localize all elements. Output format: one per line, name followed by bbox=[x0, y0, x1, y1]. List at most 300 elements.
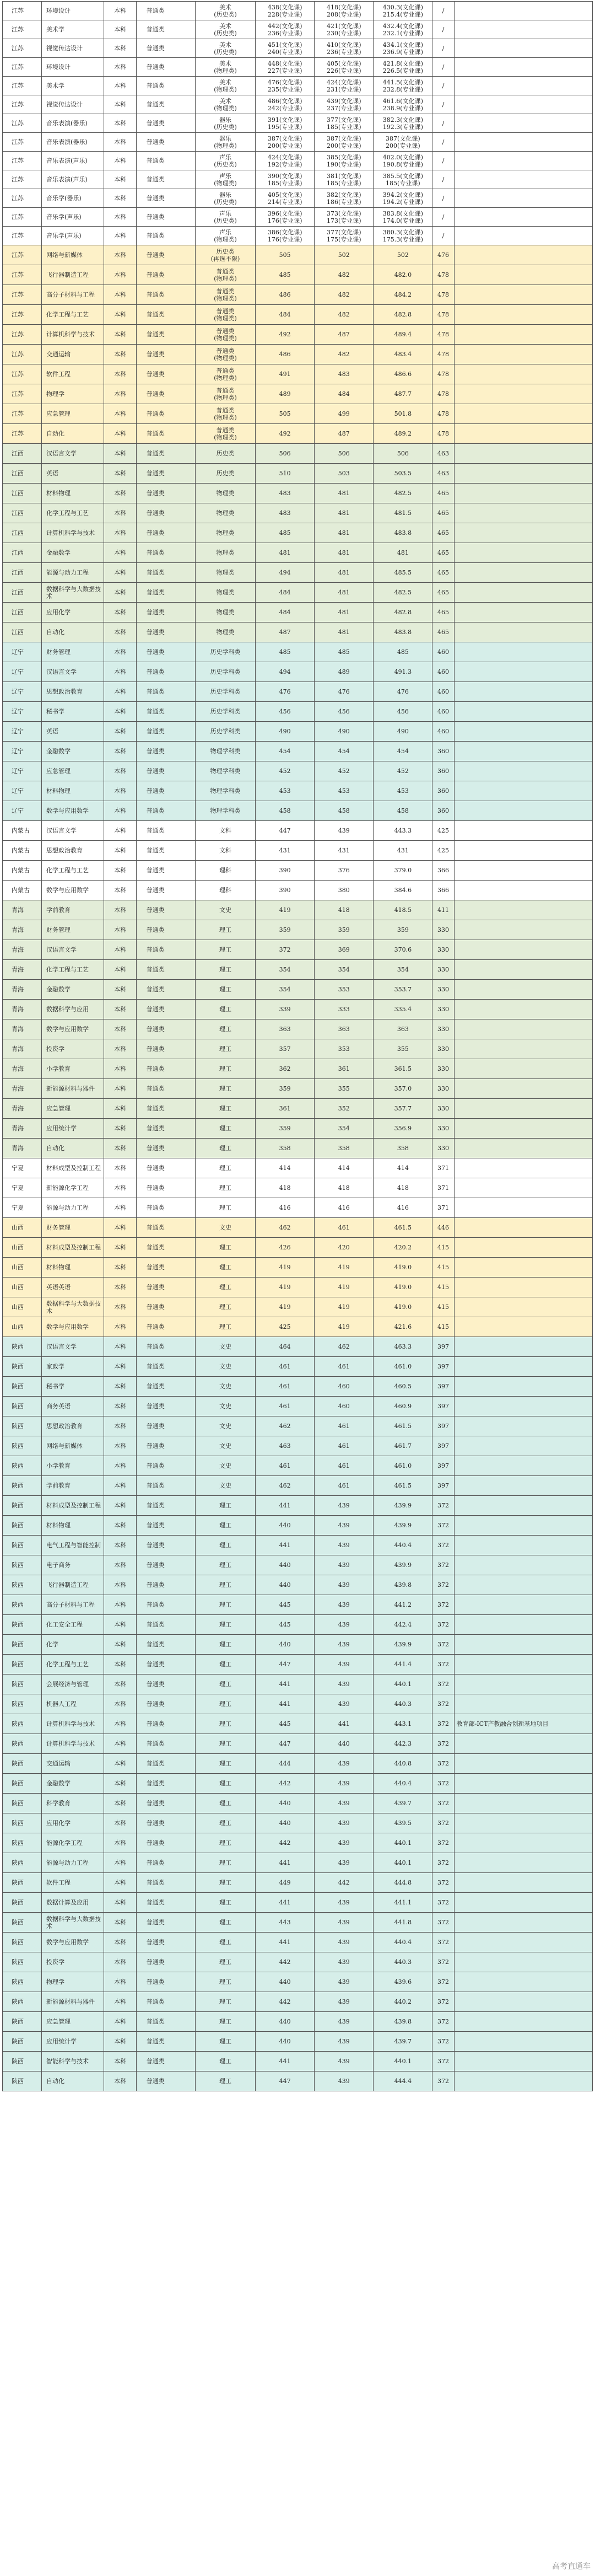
max-score-cell: 441 bbox=[256, 1675, 315, 1694]
level-cell: 本科 bbox=[104, 1139, 136, 1158]
level-cell: 本科 bbox=[104, 404, 136, 424]
control-line-cell: 371 bbox=[432, 1158, 454, 1178]
avg-score-cell: 441.4 bbox=[374, 1655, 432, 1675]
province-cell: 江西 bbox=[3, 603, 42, 622]
remark-cell bbox=[454, 1039, 592, 1059]
min-score-cell: 439 bbox=[315, 1496, 374, 1516]
avg-score-cell: 460.5 bbox=[374, 1377, 432, 1397]
table-row bbox=[3, 2, 593, 20]
min-score-cell: 431 bbox=[315, 841, 374, 861]
category-cell: 普通类 bbox=[136, 1873, 195, 1893]
table-row bbox=[3, 364, 593, 384]
subject-type-cell: 理工 bbox=[195, 2032, 255, 2052]
level-cell: 本科 bbox=[104, 841, 136, 861]
control-line-cell: 372 bbox=[432, 1913, 454, 1933]
major-cell: 数学与应用数学 bbox=[42, 881, 104, 900]
subject-type-cell: 物理类 bbox=[195, 563, 255, 583]
major-cell: 视觉传达设计 bbox=[42, 95, 104, 114]
remark-cell bbox=[454, 1952, 592, 1972]
max-score-cell: 441 bbox=[256, 1496, 315, 1516]
min-score-cell: 481 bbox=[315, 563, 374, 583]
avg-score-cell: 442.3 bbox=[374, 1734, 432, 1754]
province-cell: 陕西 bbox=[3, 1734, 42, 1754]
major-cell: 数据科学与应用 bbox=[42, 1000, 104, 1019]
major-cell: 交通运输 bbox=[42, 345, 104, 364]
control-line-cell: 415 bbox=[432, 1258, 454, 1278]
province-cell: 青海 bbox=[3, 960, 42, 980]
max-score-cell: 442 bbox=[256, 1952, 315, 1972]
min-score-cell: 481 bbox=[315, 543, 374, 563]
max-score-cell: 441 bbox=[256, 1694, 315, 1714]
avg-score-cell: 461.7 bbox=[374, 1436, 432, 1456]
remark-cell bbox=[454, 1377, 592, 1397]
min-score-cell: 352 bbox=[315, 1099, 374, 1119]
level-cell: 本科 bbox=[104, 265, 136, 285]
max-score-cell: 431 bbox=[256, 841, 315, 861]
avg-score-cell: 439.8 bbox=[374, 2012, 432, 2032]
remark-cell bbox=[454, 1317, 592, 1337]
remark-cell bbox=[454, 1972, 592, 1992]
min-score-cell: 487 bbox=[315, 424, 374, 444]
table-row bbox=[3, 1655, 593, 1675]
max-score-cell: 481 bbox=[256, 543, 315, 563]
remark-cell bbox=[454, 1655, 592, 1675]
remark-cell bbox=[454, 208, 592, 227]
avg-score-cell: 463.3 bbox=[374, 1337, 432, 1357]
min-score-cell: 481 bbox=[315, 523, 374, 543]
province-cell: 辽宁 bbox=[3, 642, 42, 662]
table-row bbox=[3, 940, 593, 960]
remark-cell bbox=[454, 95, 592, 114]
max-score-cell: 461 bbox=[256, 1456, 315, 1476]
level-cell: 本科 bbox=[104, 208, 136, 227]
table-row bbox=[3, 1278, 593, 1297]
category-cell: 普通类 bbox=[136, 563, 195, 583]
major-cell: 化学工程与工艺 bbox=[42, 1655, 104, 1675]
max-score-cell: 505 bbox=[256, 404, 315, 424]
remark-cell bbox=[454, 39, 592, 58]
level-cell: 本科 bbox=[104, 1218, 136, 1238]
min-score-cell: 382(文化课) 186(专业课) bbox=[315, 189, 374, 208]
province-cell: 陕西 bbox=[3, 1913, 42, 1933]
subject-type-cell: 物理类 bbox=[195, 503, 255, 523]
table-row bbox=[3, 662, 593, 682]
major-cell: 自动化 bbox=[42, 2071, 104, 2091]
level-cell: 本科 bbox=[104, 1099, 136, 1119]
level-cell: 本科 bbox=[104, 285, 136, 305]
max-score-cell: 441 bbox=[256, 1853, 315, 1873]
table-row bbox=[3, 1992, 593, 2012]
category-cell: 普通类 bbox=[136, 1039, 195, 1059]
min-score-cell: 476 bbox=[315, 682, 374, 702]
province-cell: 青海 bbox=[3, 1119, 42, 1139]
major-cell: 音乐学(声乐) bbox=[42, 208, 104, 227]
avg-score-cell: 444.8 bbox=[374, 1873, 432, 1893]
level-cell: 本科 bbox=[104, 682, 136, 702]
category-cell: 普通类 bbox=[136, 305, 195, 325]
max-score-cell: 426 bbox=[256, 1238, 315, 1258]
province-cell: 青海 bbox=[3, 1019, 42, 1039]
avg-score-cell: 461.5 bbox=[374, 1476, 432, 1496]
level-cell: 本科 bbox=[104, 444, 136, 464]
table-row bbox=[3, 305, 593, 325]
subject-type-cell: 理工 bbox=[195, 1734, 255, 1754]
min-score-cell: 410(文化课) 236(专业课) bbox=[315, 39, 374, 58]
min-score-cell: 481 bbox=[315, 503, 374, 523]
level-cell: 本科 bbox=[104, 1913, 136, 1933]
level-cell: 本科 bbox=[104, 1555, 136, 1575]
avg-score-cell: 439.9 bbox=[374, 1516, 432, 1536]
level-cell: 本科 bbox=[104, 861, 136, 881]
min-score-cell: 461 bbox=[315, 1416, 374, 1436]
subject-type-cell: 物理类 bbox=[195, 583, 255, 603]
subject-type-cell: 文史 bbox=[195, 1218, 255, 1238]
province-cell: 江苏 bbox=[3, 20, 42, 39]
control-line-cell: 478 bbox=[432, 305, 454, 325]
min-score-cell: 424(文化课) 231(专业课) bbox=[315, 77, 374, 95]
remark-cell bbox=[454, 1019, 592, 1039]
subject-type-cell: 声乐 (物理类) bbox=[195, 227, 255, 245]
subject-type-cell: 物理学科类 bbox=[195, 761, 255, 781]
min-score-cell: 361 bbox=[315, 1059, 374, 1079]
province-cell: 陕西 bbox=[3, 1933, 42, 1952]
level-cell: 本科 bbox=[104, 1119, 136, 1139]
major-cell: 汉语言文学 bbox=[42, 662, 104, 682]
max-score-cell: 363 bbox=[256, 1019, 315, 1039]
province-cell: 辽宁 bbox=[3, 722, 42, 742]
max-score-cell: 462 bbox=[256, 1476, 315, 1496]
avg-score-cell: 439.9 bbox=[374, 1555, 432, 1575]
remark-cell bbox=[454, 1000, 592, 1019]
category-cell: 普通类 bbox=[136, 1278, 195, 1297]
category-cell: 普通类 bbox=[136, 1933, 195, 1952]
max-score-cell: 476 bbox=[256, 682, 315, 702]
category-cell: 普通类 bbox=[136, 543, 195, 563]
major-cell: 化学工程与工艺 bbox=[42, 960, 104, 980]
subject-type-cell: 理工 bbox=[195, 1258, 255, 1278]
avg-score-cell: 430.3(文化课) 215.4(专业课) bbox=[374, 2, 432, 20]
category-cell: 普通类 bbox=[136, 1595, 195, 1615]
max-score-cell: 396(文化课) 176(专业课) bbox=[256, 208, 315, 227]
subject-type-cell: 理工 bbox=[195, 920, 255, 940]
remark-cell bbox=[454, 227, 592, 245]
min-score-cell: 461 bbox=[315, 1456, 374, 1476]
remark-cell bbox=[454, 1555, 592, 1575]
table-row bbox=[3, 227, 593, 245]
min-score-cell: 461 bbox=[315, 1476, 374, 1496]
remark-cell bbox=[454, 1893, 592, 1913]
province-cell: 陕西 bbox=[3, 2012, 42, 2032]
major-cell: 能源与动力工程 bbox=[42, 1198, 104, 1218]
max-score-cell: 386(文化课) 176(专业课) bbox=[256, 227, 315, 245]
control-line-cell: / bbox=[432, 227, 454, 245]
province-cell: 江西 bbox=[3, 622, 42, 642]
min-score-cell: 363 bbox=[315, 1019, 374, 1039]
table-row bbox=[3, 583, 593, 603]
table-row bbox=[3, 1416, 593, 1436]
category-cell: 普通类 bbox=[136, 583, 195, 603]
control-line-cell: 415 bbox=[432, 1297, 454, 1317]
remark-cell bbox=[454, 364, 592, 384]
avg-score-cell: 414 bbox=[374, 1158, 432, 1178]
max-score-cell: 476(文化课) 235(专业课) bbox=[256, 77, 315, 95]
avg-score-cell: 358 bbox=[374, 1139, 432, 1158]
avg-score-cell: 483.4 bbox=[374, 345, 432, 364]
level-cell: 本科 bbox=[104, 980, 136, 1000]
avg-score-cell: 419.0 bbox=[374, 1258, 432, 1278]
category-cell: 普通类 bbox=[136, 722, 195, 742]
remark-cell bbox=[454, 523, 592, 543]
max-score-cell: 510 bbox=[256, 464, 315, 484]
max-score-cell: 448(文化课) 227(专业课) bbox=[256, 58, 315, 77]
control-line-cell: 465 bbox=[432, 622, 454, 642]
subject-type-cell: 物理类 bbox=[195, 622, 255, 642]
remark-cell bbox=[454, 1456, 592, 1476]
category-cell: 普通类 bbox=[136, 1297, 195, 1317]
remark-cell bbox=[454, 622, 592, 642]
table-row bbox=[3, 189, 593, 208]
major-cell: 金融数学 bbox=[42, 742, 104, 761]
subject-type-cell: 物理学科类 bbox=[195, 781, 255, 801]
max-score-cell: 486 bbox=[256, 285, 315, 305]
avg-score-cell: 441.1 bbox=[374, 1893, 432, 1913]
subject-type-cell: 器乐 (物理类) bbox=[195, 133, 255, 152]
max-score-cell: 441 bbox=[256, 1933, 315, 1952]
category-cell: 普通类 bbox=[136, 325, 195, 345]
province-cell: 江西 bbox=[3, 444, 42, 464]
max-score-cell: 414 bbox=[256, 1158, 315, 1178]
major-cell: 计算机科学与技术 bbox=[42, 1734, 104, 1754]
avg-score-cell: 382.3(文化课) 192.3(专业课) bbox=[374, 114, 432, 133]
control-line-cell: 465 bbox=[432, 523, 454, 543]
subject-type-cell: 理工 bbox=[195, 1774, 255, 1794]
remark-cell bbox=[454, 484, 592, 503]
level-cell: 本科 bbox=[104, 2071, 136, 2091]
table-row bbox=[3, 1794, 593, 1813]
category-cell: 普通类 bbox=[136, 1555, 195, 1575]
province-cell: 陕西 bbox=[3, 1853, 42, 1873]
category-cell: 普通类 bbox=[136, 662, 195, 682]
subject-type-cell: 物理类 bbox=[195, 543, 255, 563]
control-line-cell: 425 bbox=[432, 841, 454, 861]
remark-cell bbox=[454, 1258, 592, 1278]
control-line-cell: 478 bbox=[432, 265, 454, 285]
table-row bbox=[3, 1198, 593, 1218]
level-cell: 本科 bbox=[104, 1595, 136, 1615]
category-cell: 普通类 bbox=[136, 841, 195, 861]
max-score-cell: 390 bbox=[256, 881, 315, 900]
control-line-cell: 330 bbox=[432, 980, 454, 1000]
remark-cell bbox=[454, 1158, 592, 1178]
max-score-cell: 447 bbox=[256, 821, 315, 841]
max-score-cell: 492 bbox=[256, 325, 315, 345]
subject-type-cell: 历史学科类 bbox=[195, 722, 255, 742]
avg-score-cell: 461.0 bbox=[374, 1456, 432, 1476]
major-cell: 物理学 bbox=[42, 1972, 104, 1992]
control-line-cell: 330 bbox=[432, 940, 454, 960]
max-score-cell: 359 bbox=[256, 920, 315, 940]
category-cell: 普通类 bbox=[136, 1258, 195, 1278]
province-cell: 辽宁 bbox=[3, 742, 42, 761]
remark-cell bbox=[454, 1198, 592, 1218]
control-line-cell: 372 bbox=[432, 1714, 454, 1734]
province-cell: 山西 bbox=[3, 1218, 42, 1238]
province-cell: 辽宁 bbox=[3, 761, 42, 781]
remark-cell bbox=[454, 1615, 592, 1635]
avg-score-cell: 355 bbox=[374, 1039, 432, 1059]
table-row bbox=[3, 133, 593, 152]
control-line-cell: 397 bbox=[432, 1416, 454, 1436]
major-cell: 飞行器制造工程 bbox=[42, 1575, 104, 1595]
min-score-cell: 439 bbox=[315, 1933, 374, 1952]
subject-type-cell: 理工 bbox=[195, 1099, 255, 1119]
subject-type-cell: 理工 bbox=[195, 1615, 255, 1635]
max-score-cell: 487 bbox=[256, 622, 315, 642]
province-cell: 陕西 bbox=[3, 1833, 42, 1853]
category-cell: 普通类 bbox=[136, 781, 195, 801]
subject-type-cell: 文史 bbox=[195, 1377, 255, 1397]
level-cell: 本科 bbox=[104, 543, 136, 563]
control-line-cell: 372 bbox=[432, 1952, 454, 1972]
category-cell: 普通类 bbox=[136, 1952, 195, 1972]
table-row bbox=[3, 563, 593, 583]
table-row bbox=[3, 1893, 593, 1913]
category-cell: 普通类 bbox=[136, 1218, 195, 1238]
table-row bbox=[3, 1555, 593, 1575]
province-cell: 江苏 bbox=[3, 77, 42, 95]
province-cell: 江西 bbox=[3, 583, 42, 603]
category-cell: 普通类 bbox=[136, 1178, 195, 1198]
subject-type-cell: 历史学科类 bbox=[195, 642, 255, 662]
category-cell: 普通类 bbox=[136, 1416, 195, 1436]
subject-type-cell: 理工 bbox=[195, 1039, 255, 1059]
min-score-cell: 482 bbox=[315, 305, 374, 325]
avg-score-cell: 482.8 bbox=[374, 603, 432, 622]
avg-score-cell: 460.9 bbox=[374, 1397, 432, 1416]
major-cell: 科学教育 bbox=[42, 1794, 104, 1813]
table-row bbox=[3, 464, 593, 484]
category-cell: 普通类 bbox=[136, 1079, 195, 1099]
remark-cell bbox=[454, 1516, 592, 1536]
avg-score-cell: 476 bbox=[374, 682, 432, 702]
major-cell: 材料成型及控制工程 bbox=[42, 1496, 104, 1516]
max-score-cell: 440 bbox=[256, 1555, 315, 1575]
max-score-cell: 461 bbox=[256, 1357, 315, 1377]
min-score-cell: 482 bbox=[315, 285, 374, 305]
remark-cell bbox=[454, 563, 592, 583]
control-line-cell: / bbox=[432, 39, 454, 58]
major-cell: 自动化 bbox=[42, 424, 104, 444]
table-row bbox=[3, 1516, 593, 1536]
province-cell: 陕西 bbox=[3, 1436, 42, 1456]
table-row bbox=[3, 1575, 593, 1595]
subject-type-cell: 普通类 (物理类) bbox=[195, 305, 255, 325]
level-cell: 本科 bbox=[104, 1496, 136, 1516]
max-score-cell: 447 bbox=[256, 2071, 315, 2091]
remark-cell bbox=[454, 1079, 592, 1099]
subject-type-cell: 物理学科类 bbox=[195, 742, 255, 761]
major-cell: 材料成型及控制工程 bbox=[42, 1158, 104, 1178]
max-score-cell: 354 bbox=[256, 960, 315, 980]
table-row bbox=[3, 1178, 593, 1198]
category-cell: 普通类 bbox=[136, 1774, 195, 1794]
table-row bbox=[3, 2052, 593, 2071]
level-cell: 本科 bbox=[104, 152, 136, 170]
table-row bbox=[3, 801, 593, 821]
subject-type-cell: 理工 bbox=[195, 1714, 255, 1734]
avg-score-cell: 394.2(文化课) 194.2(专业课) bbox=[374, 189, 432, 208]
avg-score-cell: 440.3 bbox=[374, 1952, 432, 1972]
remark-cell bbox=[454, 1059, 592, 1079]
avg-score-cell: 458 bbox=[374, 801, 432, 821]
subject-type-cell: 理工 bbox=[195, 1278, 255, 1297]
min-score-cell: 453 bbox=[315, 781, 374, 801]
min-score-cell: 439 bbox=[315, 1575, 374, 1595]
province-cell: 辽宁 bbox=[3, 801, 42, 821]
level-cell: 本科 bbox=[104, 662, 136, 682]
control-line-cell: 360 bbox=[432, 801, 454, 821]
table-row bbox=[3, 1853, 593, 1873]
remark-cell bbox=[454, 920, 592, 940]
remark-cell bbox=[454, 1774, 592, 1794]
control-line-cell: 372 bbox=[432, 1496, 454, 1516]
category-cell: 普通类 bbox=[136, 1655, 195, 1675]
major-cell: 英语 bbox=[42, 464, 104, 484]
avg-score-cell: 503.5 bbox=[374, 464, 432, 484]
category-cell: 普通类 bbox=[136, 503, 195, 523]
subject-type-cell: 理工 bbox=[195, 1139, 255, 1158]
province-cell: 江苏 bbox=[3, 424, 42, 444]
control-line-cell: 372 bbox=[432, 1516, 454, 1536]
table-row bbox=[3, 1357, 593, 1377]
table-row bbox=[3, 861, 593, 881]
major-cell: 新能源化学工程 bbox=[42, 1178, 104, 1198]
category-cell: 普通类 bbox=[136, 77, 195, 95]
major-cell: 会展经济与管理 bbox=[42, 1675, 104, 1694]
min-score-cell: 333 bbox=[315, 1000, 374, 1019]
major-cell: 应用化学 bbox=[42, 603, 104, 622]
level-cell: 本科 bbox=[104, 464, 136, 484]
major-cell: 音乐表演(声乐) bbox=[42, 152, 104, 170]
subject-type-cell: 理工 bbox=[195, 1536, 255, 1555]
category-cell: 普通类 bbox=[136, 1119, 195, 1139]
province-cell: 内蒙古 bbox=[3, 841, 42, 861]
major-cell: 数学与应用数学 bbox=[42, 1019, 104, 1039]
category-cell: 普通类 bbox=[136, 1397, 195, 1416]
max-score-cell: 494 bbox=[256, 563, 315, 583]
table-row bbox=[3, 325, 593, 345]
province-cell: 陕西 bbox=[3, 1972, 42, 1992]
max-score-cell: 505 bbox=[256, 245, 315, 265]
province-cell: 江苏 bbox=[3, 325, 42, 345]
min-score-cell: 414 bbox=[315, 1158, 374, 1178]
category-cell: 普通类 bbox=[136, 285, 195, 305]
table-row bbox=[3, 424, 593, 444]
min-score-cell: 439 bbox=[315, 1774, 374, 1794]
max-score-cell: 359 bbox=[256, 1119, 315, 1139]
province-cell: 陕西 bbox=[3, 2032, 42, 2052]
table-row bbox=[3, 384, 593, 404]
major-cell: 电子商务 bbox=[42, 1555, 104, 1575]
remark-cell bbox=[454, 20, 592, 39]
subject-type-cell: 美术 (物理类) bbox=[195, 95, 255, 114]
min-score-cell: 461 bbox=[315, 1357, 374, 1377]
level-cell: 本科 bbox=[104, 1813, 136, 1833]
level-cell: 本科 bbox=[104, 1516, 136, 1536]
table-row bbox=[3, 1039, 593, 1059]
control-line-cell: 366 bbox=[432, 881, 454, 900]
remark-cell bbox=[454, 1853, 592, 1873]
